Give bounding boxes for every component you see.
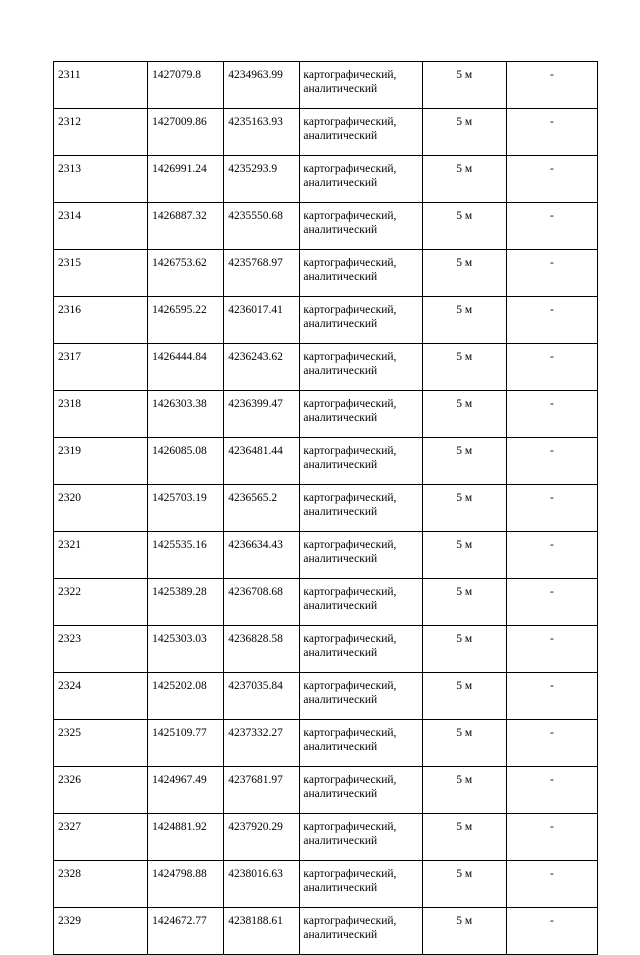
point-number-cell: 2316 [54,297,148,344]
method-line-2: аналитический [303,835,378,847]
point-number-cell: 2323 [54,626,148,673]
point-number-cell: 2320 [54,485,148,532]
method-line-1: картографический, [303,351,397,363]
table-row [54,720,598,767]
x-coordinate-cell: 1424798.88 [148,861,224,908]
x-coordinate-cell: 1426303.38 [148,391,224,438]
method-cell [300,344,422,391]
table-body [54,62,598,955]
y-coordinate-cell: 4236828.58 [224,626,300,673]
table-row [54,485,598,532]
x-coordinate-cell: 1424672.77 [148,908,224,955]
note-cell: - [506,250,597,297]
x-coordinate-cell: 1425535.16 [148,532,224,579]
table-row [54,344,598,391]
method-line-2: аналитический [303,929,378,941]
method-cell [300,673,422,720]
method-line-2: аналитический [303,365,378,377]
x-coordinate-cell: 1425202.08 [148,673,224,720]
method-cell [300,438,422,485]
accuracy-cell: 5 м [422,62,506,109]
method-line-1: картографический, [303,868,397,880]
note-cell: - [506,344,597,391]
note-cell: - [506,438,597,485]
method-line-1: картографический, [303,539,397,551]
x-coordinate-cell: 1425703.19 [148,485,224,532]
method-line-1: картографический, [303,633,397,645]
note-cell: - [506,485,597,532]
method-cell [300,156,422,203]
point-number-cell: 2325 [54,720,148,767]
point-number-cell: 2326 [54,767,148,814]
x-coordinate-cell: 1424881.92 [148,814,224,861]
table-row [54,626,598,673]
method-line-2: аналитический [303,83,378,95]
method-cell [300,532,422,579]
table-row [54,62,598,109]
x-coordinate-cell: 1425303.03 [148,626,224,673]
accuracy-cell: 5 м [422,156,506,203]
x-coordinate-cell: 1426991.24 [148,156,224,203]
accuracy-cell: 5 м [422,391,506,438]
method-line-2: аналитический [303,647,378,659]
accuracy-cell: 5 м [422,250,506,297]
method-line-2: аналитический [303,224,378,236]
method-cell [300,109,422,156]
x-coordinate-cell: 1425109.77 [148,720,224,767]
y-coordinate-cell: 4235293.9 [224,156,300,203]
method-cell [300,861,422,908]
note-cell: - [506,156,597,203]
method-line-1: картографический, [303,163,397,175]
method-line-2: аналитический [303,412,378,424]
point-number-cell: 2319 [54,438,148,485]
method-line-2: аналитический [303,694,378,706]
table-row [54,297,598,344]
method-line-2: аналитический [303,788,378,800]
method-cell [300,720,422,767]
accuracy-cell: 5 м [422,438,506,485]
method-line-2: аналитический [303,130,378,142]
point-number-cell: 2322 [54,579,148,626]
x-coordinate-cell: 1426595.22 [148,297,224,344]
accuracy-cell: 5 м [422,814,506,861]
y-coordinate-cell: 4236481.44 [224,438,300,485]
accuracy-cell: 5 м [422,485,506,532]
accuracy-cell: 5 м [422,720,506,767]
accuracy-cell: 5 м [422,344,506,391]
point-number-cell: 2317 [54,344,148,391]
method-line-1: картографический, [303,210,397,222]
method-line-1: картографический, [303,69,397,81]
y-coordinate-cell: 4237681.97 [224,767,300,814]
y-coordinate-cell: 4238016.63 [224,861,300,908]
method-cell [300,485,422,532]
table-row [54,438,598,485]
table-row [54,156,598,203]
x-coordinate-cell: 1426085.08 [148,438,224,485]
table-row [54,814,598,861]
x-coordinate-cell: 1427079.8 [148,62,224,109]
y-coordinate-cell: 4236634.43 [224,532,300,579]
y-coordinate-cell: 4237332.27 [224,720,300,767]
method-cell [300,908,422,955]
method-line-2: аналитический [303,318,378,330]
accuracy-cell: 5 м [422,673,506,720]
method-line-1: картографический, [303,398,397,410]
note-cell: - [506,297,597,344]
accuracy-cell: 5 м [422,532,506,579]
point-number-cell: 2327 [54,814,148,861]
method-line-1: картографический, [303,445,397,457]
method-cell [300,203,422,250]
table-row [54,579,598,626]
y-coordinate-cell: 4236565.2 [224,485,300,532]
method-line-1: картографический, [303,727,397,739]
accuracy-cell: 5 м [422,861,506,908]
method-cell [300,297,422,344]
y-coordinate-cell: 4236399.47 [224,391,300,438]
point-number-cell: 2318 [54,391,148,438]
y-coordinate-cell: 4235550.68 [224,203,300,250]
y-coordinate-cell: 4235768.97 [224,250,300,297]
note-cell: - [506,109,597,156]
x-coordinate-cell: 1426444.84 [148,344,224,391]
note-cell: - [506,532,597,579]
method-line-2: аналитический [303,741,378,753]
note-cell: - [506,391,597,438]
table-row [54,908,598,955]
table-row [54,532,598,579]
y-coordinate-cell: 4236708.68 [224,579,300,626]
method-cell [300,391,422,438]
method-line-1: картографический, [303,680,397,692]
method-line-2: аналитический [303,506,378,518]
x-coordinate-cell: 1425389.28 [148,579,224,626]
table-row [54,250,598,297]
x-coordinate-cell: 1426753.62 [148,250,224,297]
accuracy-cell: 5 м [422,203,506,250]
point-number-cell: 2311 [54,62,148,109]
point-number-cell: 2328 [54,861,148,908]
note-cell: - [506,626,597,673]
method-line-1: картографический, [303,304,397,316]
table-row [54,391,598,438]
method-cell [300,814,422,861]
x-coordinate-cell: 1426887.32 [148,203,224,250]
table-row [54,767,598,814]
y-coordinate-cell: 4237920.29 [224,814,300,861]
accuracy-cell: 5 м [422,297,506,344]
y-coordinate-cell: 4236243.62 [224,344,300,391]
table-row [54,861,598,908]
method-line-2: аналитический [303,600,378,612]
point-number-cell: 2315 [54,250,148,297]
y-coordinate-cell: 4235163.93 [224,109,300,156]
method-line-1: картографический, [303,586,397,598]
coordinates-table [53,61,598,955]
note-cell: - [506,814,597,861]
method-line-2: аналитический [303,459,378,471]
accuracy-cell: 5 м [422,626,506,673]
method-cell [300,579,422,626]
accuracy-cell: 5 м [422,579,506,626]
y-coordinate-cell: 4238188.61 [224,908,300,955]
point-number-cell: 2329 [54,908,148,955]
note-cell: - [506,203,597,250]
method-line-1: картографический, [303,257,397,269]
method-line-2: аналитический [303,553,378,565]
point-number-cell: 2314 [54,203,148,250]
method-line-1: картографический, [303,821,397,833]
method-line-2: аналитический [303,177,378,189]
note-cell: - [506,861,597,908]
note-cell: - [506,673,597,720]
table-row [54,673,598,720]
note-cell: - [506,720,597,767]
note-cell: - [506,908,597,955]
point-number-cell: 2313 [54,156,148,203]
note-cell: - [506,579,597,626]
x-coordinate-cell: 1427009.86 [148,109,224,156]
method-cell [300,62,422,109]
point-number-cell: 2312 [54,109,148,156]
method-line-1: картографический, [303,492,397,504]
y-coordinate-cell: 4236017.41 [224,297,300,344]
method-line-1: картографический, [303,116,397,128]
accuracy-cell: 5 м [422,109,506,156]
accuracy-cell: 5 м [422,767,506,814]
y-coordinate-cell: 4237035.84 [224,673,300,720]
table-row [54,203,598,250]
method-line-2: аналитический [303,271,378,283]
method-cell [300,250,422,297]
method-line-1: картографический, [303,774,397,786]
method-line-1: картографический, [303,915,397,927]
point-number-cell: 2324 [54,673,148,720]
x-coordinate-cell: 1424967.49 [148,767,224,814]
note-cell: - [506,767,597,814]
note-cell: - [506,62,597,109]
y-coordinate-cell: 4234963.99 [224,62,300,109]
table-row [54,109,598,156]
accuracy-cell: 5 м [422,908,506,955]
method-line-2: аналитический [303,882,378,894]
point-number-cell: 2321 [54,532,148,579]
method-cell [300,767,422,814]
method-cell [300,626,422,673]
